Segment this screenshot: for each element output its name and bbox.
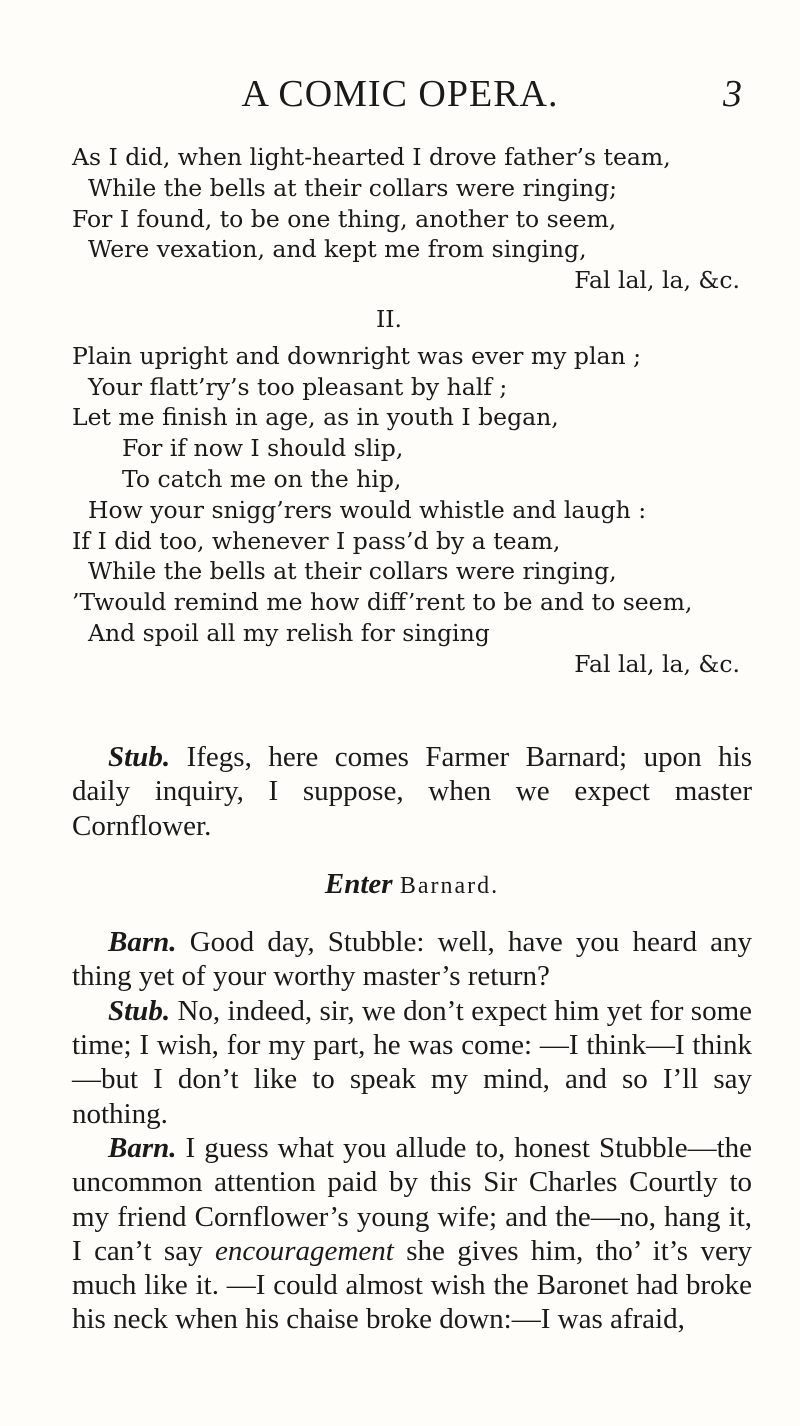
page-number: 3 xyxy=(723,73,742,115)
verse-burden: Fal lal, la, &c. xyxy=(574,266,740,295)
stanza-number: II. xyxy=(375,304,403,333)
verse-line: For if now I should slip, xyxy=(122,434,404,463)
stage-enter: Enter xyxy=(324,867,393,900)
verse-line: While the bells at their collars were ringing, xyxy=(88,557,617,586)
verse-line: Were vexation, and kept me from singing, xyxy=(88,235,587,264)
verse-line: If I did too, whenever I pass’d by a team, xyxy=(72,526,561,555)
stage-character: Barnard. xyxy=(399,872,500,899)
dialogue xyxy=(72,740,752,1337)
emphasized-word: encouragement xyxy=(215,1234,394,1267)
verse-line: Let me finish in age, as in youth I began, xyxy=(72,403,559,432)
song-verse xyxy=(0,142,800,680)
verse-line: As I did, when light-hearted I drove father’s team, xyxy=(72,143,671,171)
speech-text: Ifegs, here comes Farmer Barnard; upon his daily inquiry, I suppose, when we expect master Cornflower. xyxy=(72,741,752,842)
verse-line: For I found, to be one thing, another to seem, xyxy=(72,204,617,233)
speech-paragraph xyxy=(72,994,752,1131)
speaker-name: Barn. xyxy=(108,926,177,959)
speaker-name: Barn. xyxy=(108,1131,177,1164)
verse-line: Your flatt’ry’s too pleasant by half ; xyxy=(88,372,508,401)
verse-line: To catch me on the hip, xyxy=(122,464,402,493)
speaker-name: Stub. xyxy=(108,741,171,773)
running-head xyxy=(0,72,800,122)
speaker-name: Stub. xyxy=(108,994,171,1027)
speech-paragraph xyxy=(72,925,752,994)
speech-text: Good day, Stubble: well, have you heard any thing yet of your worthy master’s return? xyxy=(72,926,753,993)
speech-text: she gives him, tho’ it’s very much like it. —I could almost wish the Baronet had broke his neck when his chaise broke down:—I was afraid, xyxy=(72,1234,753,1336)
speech-text: No, indeed, sir, we don’t expect him yet for some time; I wish, for my part, he was come: —I think—I think—but I don’t like to speak my mind, and so I’ll say nothing. xyxy=(72,994,752,1130)
verse-line: And spoil all my relish for singing xyxy=(88,618,490,647)
verse-burden: Fal lal, la, &c. xyxy=(574,649,740,678)
verse-line: Plain upright and downright was ever my plan ; xyxy=(72,341,641,370)
running-title: A COMIC OPERA. xyxy=(241,73,559,115)
verse-line: While the bells at their collars were ringing; xyxy=(88,173,618,202)
verse-line: ’Twould remind me how diff’rent to be and to seem, xyxy=(72,588,693,617)
speech-paragraph xyxy=(72,1131,752,1337)
speech-text: I guess what you allude to, honest Stubble—the uncommon attention paid by this Sir Charles Courtly to my friend Cornflower’s young wife; and the—no, hang it, I can’t say xyxy=(72,1131,752,1267)
stage-direction xyxy=(72,867,752,903)
speech-paragraph xyxy=(72,740,752,843)
verse-line: How your snigg’rers would whistle and laugh : xyxy=(88,495,647,524)
